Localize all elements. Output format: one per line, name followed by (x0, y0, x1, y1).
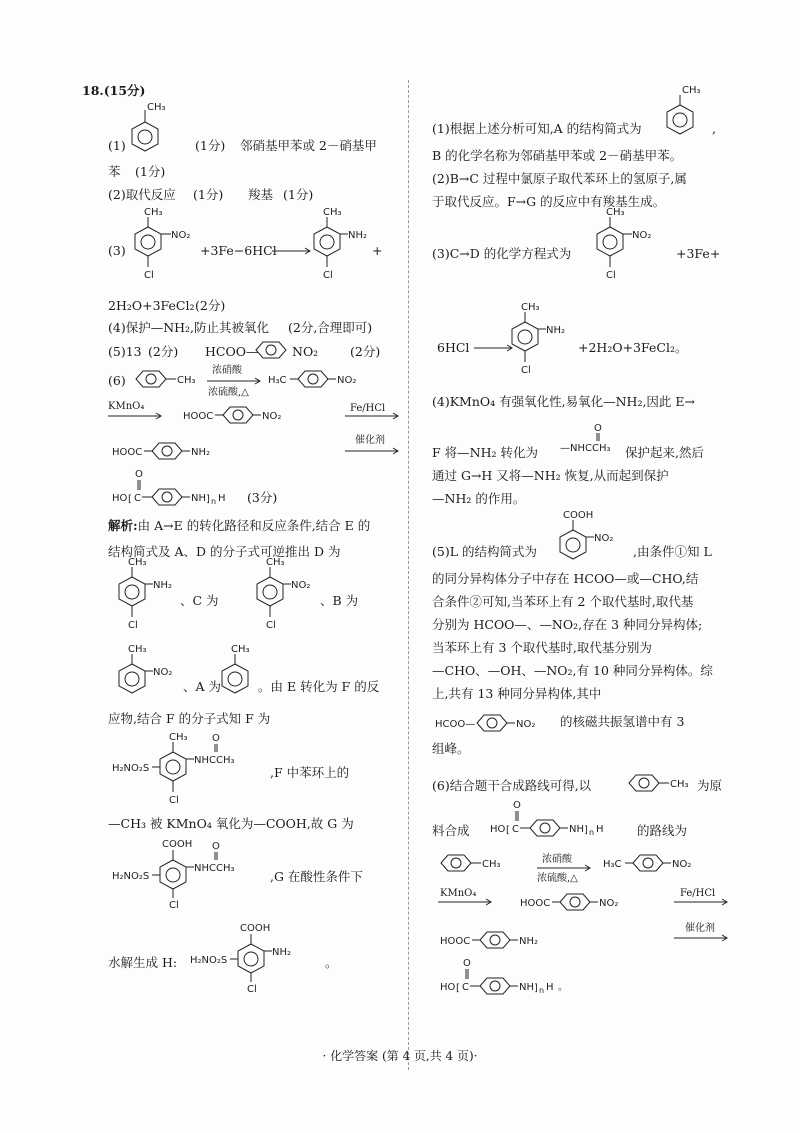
svg-text:n: n (211, 497, 217, 506)
svg-text:NO₂: NO₂ (291, 580, 311, 591)
right-toluene-start (625, 768, 700, 798)
cond-nitric-acid: 浓硝酸 (212, 365, 242, 376)
answer-2-text: (2)取代反应 (108, 187, 176, 202)
page-footer: · 化学答案 (第 4 页,共 4 页)· (322, 1049, 478, 1063)
right-p6c: 料合成 (432, 823, 470, 838)
svg-text:[: [ (506, 825, 510, 836)
svg-text:NO₂: NO₂ (594, 533, 614, 544)
route-arrow-4 (343, 446, 403, 456)
structure-H (190, 918, 340, 998)
svg-text:CH₃: CH₃ (177, 375, 196, 386)
right-p1b: B 的化学名称为邻硝基甲苯或 2－硝基甲苯。 (432, 148, 683, 163)
analysis-line-6: ,F 中苯环上的 (270, 765, 350, 780)
right-p3d: +2H₂O+3FeCl₂。 (578, 340, 688, 355)
right-cond-catalyst: 催化剂 (685, 923, 715, 934)
toluene-start (132, 364, 202, 394)
svg-text:HOOC: HOOC (440, 936, 471, 947)
analysis-line-7: —CH₃ 被 KMnO₄ 氧化为—COOH,故 G 为 (108, 816, 354, 831)
svg-text:HOOC: HOOC (112, 447, 143, 458)
toluene-structure (130, 100, 170, 160)
svg-text:NH: NH (519, 982, 534, 993)
right-p5a: (5)L 的结构简式为 (432, 544, 537, 559)
svg-text:HOOC: HOOC (520, 898, 551, 909)
answer-3-plus: + (372, 243, 383, 258)
svg-text:COOH: COOH (563, 510, 594, 521)
right-p3a: (3)C→D 的化学方程式为 (432, 246, 572, 261)
right-p6d: 的路线为 (637, 823, 688, 838)
svg-text:NO₂: NO₂ (516, 719, 536, 730)
svg-text:HCOO—: HCOO— (435, 719, 476, 730)
svg-text:]: ] (206, 494, 210, 505)
svg-text:NO₂: NO₂ (153, 667, 173, 678)
nitrotoluene (268, 364, 388, 394)
answer-5-score2: (2分) (350, 344, 381, 359)
svg-text:NO₂: NO₂ (632, 230, 652, 241)
svg-text:Cl: Cl (266, 620, 276, 631)
structure-F (112, 730, 272, 810)
svg-text:HO: HO (440, 982, 456, 993)
svg-text:H₃C: H₃C (603, 859, 622, 870)
svg-text:O: O (463, 958, 471, 969)
svg-text:n: n (589, 828, 595, 837)
svg-text:CH₃: CH₃ (144, 207, 163, 218)
right-route-arrow-4 (672, 933, 732, 943)
right-p6b: 为原 (697, 778, 723, 793)
svg-text:NHCCH₃: NHCCH₃ (194, 863, 235, 874)
product-structure (315, 205, 383, 290)
right-cond-nitric: 浓硝酸 (542, 854, 572, 865)
svg-text:NH₂: NH₂ (348, 230, 368, 241)
right-p5h: 上,共有 13 种同分异构体,其中 (432, 686, 602, 701)
answer-1-score: (1分) (195, 138, 226, 153)
svg-text:CH₃: CH₃ (521, 302, 540, 313)
right-structure-C (590, 205, 665, 290)
right-route-aminobenzoic (440, 925, 570, 955)
svg-text:CH₃: CH₃ (169, 732, 188, 743)
route-arrow-2 (106, 411, 166, 421)
analysis-b-label: 、B 为 (320, 593, 359, 608)
svg-text:CH₃: CH₃ (606, 207, 625, 218)
svg-text:H: H (546, 982, 554, 993)
right-polymer-target (490, 797, 630, 842)
svg-text:H₂NO₂S: H₂NO₂S (112, 763, 150, 774)
analysis-line-1 (108, 517, 370, 535)
right-cond-sulfuric: 浓硫酸,△ (537, 873, 578, 884)
right-p4a: (4)KMnO₄ 有强氧化性,易氧化—NH₂,因此 E→ (432, 394, 695, 409)
analysis-line-4: 。由 E 转化为 F 的反 (258, 679, 380, 694)
analysis-line-8: ,G 在酸性条件下 (270, 869, 363, 884)
answer-5-formula: HCOO— (205, 344, 259, 359)
svg-text:HO: HO (112, 493, 128, 504)
right-p5f: 当苯环上有 3 个取代基时,取代基分别为 (432, 640, 652, 655)
svg-text:NH₂: NH₂ (153, 580, 173, 591)
nitrobenzoic-acid (183, 400, 333, 430)
right-p1a: (1)根据上述分析可知,A 的结构简式为 (432, 121, 642, 136)
svg-text:[: [ (128, 494, 132, 505)
right-cond-fe-hcl: Fe/HCl (680, 888, 716, 899)
right-route-toluene (437, 848, 517, 878)
svg-text:Cl: Cl (247, 984, 257, 995)
answer-5-no2: NO₂ (292, 344, 319, 359)
right-p4c: 保护起来,然后 (625, 445, 704, 460)
benzene-ring (252, 335, 292, 365)
cond-sulfuric-acid: 浓硫酸,△ (208, 387, 249, 398)
svg-text:Cl: Cl (169, 900, 179, 911)
svg-text:NH₂: NH₂ (546, 325, 566, 336)
analysis-line-9-end: 。 (325, 955, 338, 970)
svg-text:NHCCH₃: NHCCH₃ (194, 755, 235, 766)
svg-text:NH₂: NH₂ (519, 936, 539, 947)
svg-text:Cl: Cl (323, 270, 333, 281)
right-p5g: —CHO、—OH、—NO₂,有 10 种同分异构体。综 (432, 663, 713, 678)
svg-text:CH₃: CH₃ (147, 102, 166, 113)
svg-text:H: H (218, 493, 226, 504)
right-p4e: —NH₂ 的作用。 (432, 491, 526, 506)
right-p6a: (6)结合题干合成路线可得,以 (432, 778, 592, 793)
right-route-nitrotoluene (603, 848, 728, 878)
answer-2-score2: (1分) (283, 187, 314, 202)
answer-2-score1: (1分) (193, 187, 224, 202)
svg-text:。: 。 (558, 982, 568, 993)
svg-text:Cl: Cl (169, 795, 179, 806)
svg-text:[: [ (456, 983, 460, 994)
svg-text:NO₂: NO₂ (599, 898, 619, 909)
right-p4d: 通过 G→H 又将—NH₂ 恢复,从而起到保护 (432, 468, 669, 483)
right-p2a: (2)B→C 过程中氯原子取代苯环上的氢原子,属 (432, 171, 687, 186)
svg-text:]: ] (534, 983, 538, 994)
cond-fe-hcl: Fe/HCl (350, 403, 386, 414)
svg-text:CH₃: CH₃ (128, 644, 147, 655)
answer-5-mark: (5)13 (108, 344, 142, 359)
svg-text:NH: NH (191, 493, 206, 504)
analysis-line-5: 应物,结合 F 的分子式知 F 为 (108, 711, 271, 726)
aminobenzoic-acid (112, 436, 262, 466)
svg-text:—NHCCH₃: —NHCCH₃ (560, 443, 611, 454)
answer-6-score: (3分) (247, 490, 278, 505)
structure-D (112, 555, 182, 640)
svg-text:COOH: COOH (162, 839, 193, 850)
svg-text:NH₂: NH₂ (272, 947, 292, 958)
right-p2b: 于取代反应。F→G 的反应中有羧基生成。 (432, 194, 666, 209)
right-p3b: +3Fe+ (676, 246, 721, 261)
svg-text:H: H (596, 824, 604, 835)
svg-text:NO₂: NO₂ (171, 230, 191, 241)
route-arrow-3 (343, 411, 403, 421)
svg-text:HOOC: HOOC (183, 411, 214, 422)
svg-text:O: O (212, 733, 220, 744)
svg-text:CH₃: CH₃ (670, 779, 689, 790)
analysis-label: 解析: (108, 518, 138, 533)
answer-1-name-cont: 苯 (108, 164, 121, 179)
svg-text:CH₃: CH₃ (266, 557, 285, 568)
right-p1-comma: , (712, 121, 716, 136)
right-route-polymer (440, 955, 620, 1000)
svg-text:NO₂: NO₂ (672, 859, 692, 870)
svg-text:NH₂: NH₂ (191, 447, 211, 458)
analysis-line-2: 结构简式及 A、D 的分子式可逆推出 D 为 (108, 544, 341, 559)
right-p5i: 的核磁共振氢谱中有 3 (560, 714, 685, 729)
svg-text:H₂NO₂S: H₂NO₂S (190, 955, 228, 966)
svg-text:C: C (134, 493, 141, 504)
svg-text:Cl: Cl (144, 270, 154, 281)
svg-text:NO₂: NO₂ (262, 411, 282, 422)
cond-kmno4: KMnO₄ (108, 401, 145, 412)
svg-text:CH₃: CH₃ (682, 85, 701, 96)
answer-1-name: 邻硝基甲苯或 2－硝基甲 (240, 138, 377, 153)
right-route-arrow-2 (436, 897, 496, 907)
right-toluene (665, 83, 710, 143)
cond-catalyst: 催化剂 (355, 435, 385, 446)
structure-C (250, 555, 320, 640)
svg-text:NH: NH (569, 824, 584, 835)
analysis-line-9: 水解生成 H: (108, 955, 178, 970)
right-cond-kmno4: KMnO₄ (440, 888, 477, 899)
svg-text:Cl: Cl (606, 270, 616, 281)
svg-text:n: n (539, 986, 545, 995)
svg-text:H₂NO₂S: H₂NO₂S (112, 871, 150, 882)
right-p5c: 的同分异构体分子中存在 HCOO—或—CHO,结 (432, 571, 699, 586)
reaction-arrow (270, 245, 315, 257)
svg-text:C: C (512, 824, 519, 835)
acetamide-group (560, 425, 630, 457)
question-number: 18.(15分) (82, 83, 146, 98)
svg-text:H₃C: H₃C (268, 375, 287, 386)
analysis-c-label: 、C 为 (180, 593, 219, 608)
answer-4-text: (4)保护—NH₂,防止其被氧化 (108, 320, 270, 335)
svg-text:CH₃: CH₃ (323, 207, 342, 218)
answer-3-mark: (3) (108, 243, 126, 258)
reactant-structure (128, 205, 193, 290)
right-p5j: 组峰。 (432, 741, 470, 756)
svg-text:CH₃: CH₃ (482, 859, 501, 870)
right-route-arrow-3 (672, 897, 732, 907)
svg-text:O: O (212, 841, 220, 852)
svg-text:HO: HO (490, 824, 506, 835)
svg-text:C: C (462, 982, 469, 993)
structure-B (112, 642, 182, 702)
svg-text:NO₂: NO₂ (337, 375, 357, 386)
answer-5-score: (2分) (148, 344, 179, 359)
right-p3c: 6HCl (437, 340, 470, 355)
answer-1-mark: (1) (108, 138, 126, 153)
right-p5d: 合条件②可知,当苯环上有 2 个取代基时,取代基 (432, 594, 694, 609)
structure-L (553, 508, 638, 568)
answer-4-score: (2分,合理即可) (288, 320, 373, 335)
svg-text:CH₃: CH₃ (231, 644, 250, 655)
answer-3-reagents: +3Fe−6HCl (200, 243, 277, 258)
svg-text:O: O (594, 423, 602, 434)
svg-text:Cl: Cl (128, 620, 138, 631)
right-p4b: F 将—NH₂ 转化为 (432, 445, 538, 460)
answer-2-group: 羧基 (248, 187, 274, 202)
svg-text:COOH: COOH (240, 923, 271, 934)
answer-1-score2: (1分) (135, 164, 166, 179)
analysis-text-1: 由 A→E 的转化路径和反应条件,结合 E 的 (137, 518, 371, 533)
svg-text:CH₃: CH₃ (128, 557, 147, 568)
svg-text:O: O (135, 469, 143, 480)
svg-text:]: ] (584, 825, 588, 836)
right-route-nitrobenzoic (520, 887, 650, 917)
right-structure-D (505, 300, 575, 385)
svg-text:O: O (513, 800, 521, 811)
answer-3-products: 2H₂O+3FeCl₂ (108, 298, 195, 313)
structure-G (112, 830, 277, 910)
answer-3-score: (2分) (195, 298, 226, 313)
svg-text:Cl: Cl (521, 365, 531, 376)
right-p5e: 分别为 HCOO—、—NO₂,存在 3 种同分异构体; (432, 617, 703, 632)
right-p5b: ,由条件①知 L (633, 544, 712, 559)
column-divider (408, 80, 409, 1070)
answer-6-mark: (6) (108, 373, 126, 388)
analysis-a-label: 、A 为 (183, 679, 222, 694)
